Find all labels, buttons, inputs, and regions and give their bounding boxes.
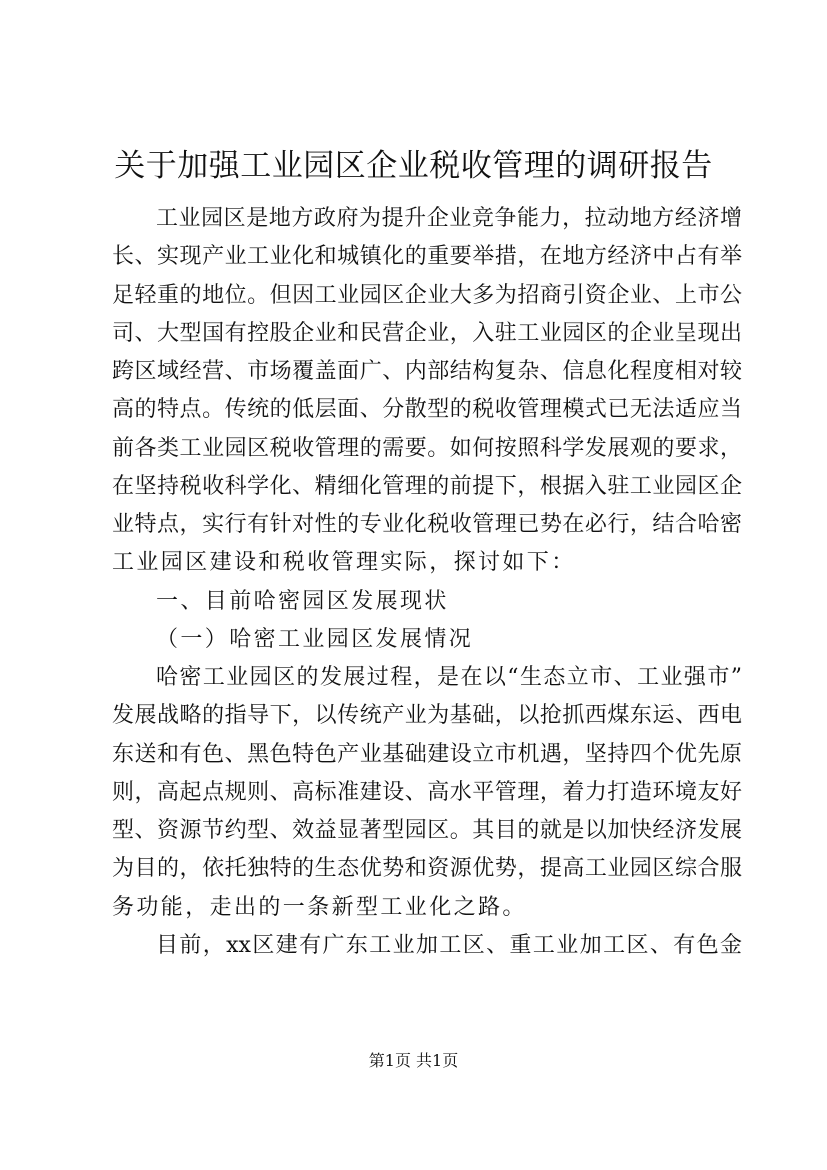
document-title: 关于加强工业园区企业税收管理的调研报告 [114,148,713,184]
page-footer: 第1页 共1页 [368,1051,459,1070]
text-line: 前各类工业园区税收管理的需要。如何按照科学发展观的要求， [112,435,742,461]
text-line: 型、资源节约型、效益显著型园区。其目的就是以加快经济发展 [112,818,742,843]
text-line: 业特点，实行有针对性的专业化税收管理已势在必行，结合哈密 [112,512,742,537]
text-line: 为目的，依托独特的生态优势和资源优势，提高工业园区综合服 [112,856,742,882]
text-line: 足轻重的地位。但因工业园区企业大多为招商引资企业、上市公 [112,282,742,308]
text-line: 跨区域经营、市场覆盖面广、内部结构复杂、信息化程度相对较 [112,359,742,384]
text-line: 哈密工业园区的发展过程，是在以“生态立市、工业强市” [156,665,742,690]
text-line: 则，高起点规则、高标准建设、高水平管理，着力打造环境友好 [112,779,742,805]
text-line: 务功能，走出的一条新型工业化之路。 [112,894,527,920]
text-line: 高的特点。传统的低层面、分散型的税收管理模式已无法适应当 [112,397,742,423]
text-line: 发展战略的指导下，以传统产业为基础，以抢抓西煤东运、西电 [112,703,742,729]
text-line: 目前，xx区建有广东工业加工区、重工业加工区、有色金 [156,932,742,958]
text-line: 司、大型国有控股企业和民营企业，入驻工业园区的企业呈现出 [112,320,742,346]
text-line: 长、实现产业工业化和城镇化的重要举措，在地方经济中占有举 [112,244,742,270]
text-line: 东送和有色、黑色特色产业基础建设立市机遇，坚持四个优先原 [112,741,742,767]
text-line: （一）哈密工业园区发展情况 [156,626,474,652]
text-line: 在坚持税收科学化、精细化管理的前提下，根据入驻工业园区企 [112,473,742,499]
text-line: 工业园区是地方政府为提升企业竞争能力，拉动地方经济增 [156,206,742,231]
text-line: 一、目前哈密园区发展现状 [156,588,449,614]
document-body [112,200,742,965]
text-line: 工业园区建设和税收管理实际，探讨如下： [112,550,576,576]
